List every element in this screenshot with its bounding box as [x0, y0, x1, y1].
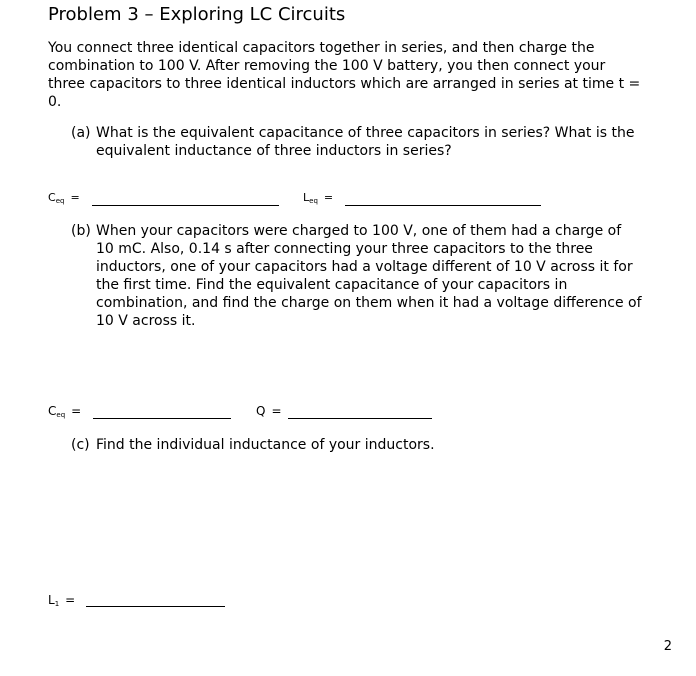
page-number: 2	[663, 639, 672, 654]
q-symbol: Q	[256, 404, 266, 418]
question-line: equivalent inductance of three inductors in series?	[96, 143, 452, 159]
question-c-label: (c)	[71, 437, 90, 453]
answer-b-ceq-blank[interactable]	[93, 418, 231, 419]
ceq-subscript: eq	[55, 197, 65, 205]
answer-a-leq-blank[interactable]	[345, 205, 541, 206]
answer-c-l1-blank[interactable]	[86, 606, 225, 607]
answer-b-ceq-label	[48, 404, 81, 419]
question-line: 10 mC. Also, 0.14 s after connecting your three capacitors to the three	[96, 241, 593, 257]
answer-a-leq-label	[303, 191, 333, 205]
answer-a-ceq-blank[interactable]	[92, 205, 279, 206]
question-line: What is the equivalent capacitance of three capacitors in series? What is the	[96, 125, 635, 141]
question-c-text	[96, 436, 435, 454]
answer-c-l1-label	[48, 593, 75, 608]
question-a-label: (a)	[71, 125, 91, 141]
equals-sign: =	[71, 404, 82, 418]
leq-symbol: L	[303, 191, 310, 204]
question-b-text	[96, 222, 642, 330]
answer-b-q-blank[interactable]	[288, 418, 432, 419]
leq-subscript: eq	[309, 197, 318, 205]
l1-subscript: 1	[54, 600, 60, 608]
l1-symbol: L	[48, 593, 55, 607]
intro-line: 0.	[48, 94, 62, 110]
answer-a-ceq-label	[48, 191, 80, 205]
question-line: Find the individual inductance of your inductors.	[96, 437, 435, 453]
ceq-symbol: C	[48, 404, 57, 418]
answer-b-q-label	[256, 404, 282, 418]
equals-sign: =	[271, 404, 282, 418]
equals-sign: =	[65, 593, 76, 607]
equals-sign: =	[323, 191, 334, 204]
question-line: combination, and find the charge on them when it had a voltage difference of	[96, 295, 642, 311]
equals-sign: =	[70, 191, 80, 204]
question-line: 10 V across it.	[96, 313, 196, 329]
question-a-text	[96, 124, 634, 160]
intro-line: three capacitors to three identical inductors which are arranged in series at time t =	[48, 76, 641, 92]
question-line: the first time. Find the equivalent capacitance of your capacitors in	[96, 277, 568, 293]
page-title: Problem 3 – Exploring LC Circuits	[48, 4, 346, 25]
intro-line: You connect three identical capacitors together in series, and then charge the	[48, 40, 595, 56]
question-line: inductors, one of your capacitors had a voltage different of 10 V across it for	[96, 259, 633, 275]
problem-intro	[48, 39, 678, 111]
question-line: When your capacitors were charged to 100 V, one of them had a charge of	[96, 223, 622, 239]
ceq-subscript: eq	[56, 411, 66, 419]
ceq-symbol: C	[48, 191, 56, 204]
intro-line: combination to 100 V. After removing the 100 V battery, you then connect your	[48, 58, 606, 74]
question-b-label: (b)	[71, 223, 91, 239]
